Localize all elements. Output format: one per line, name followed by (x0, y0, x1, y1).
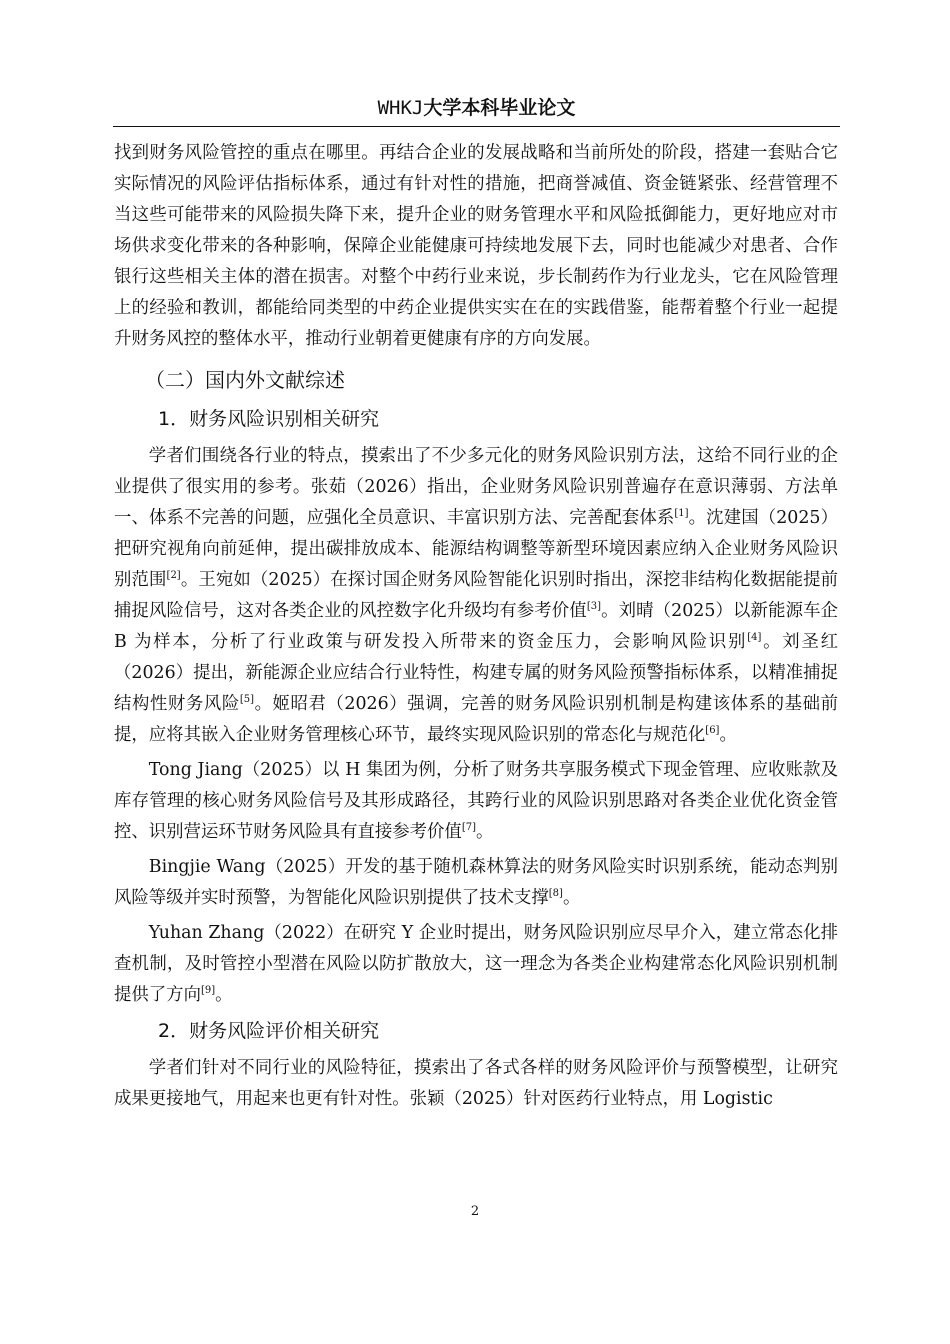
page-body (114, 138, 838, 1115)
subsection1-paragraph-1: 学者们围绕各行业的特点，摸索出了不少多元化的财务风险识别方法，这给不同行业的企业提供了很实用的参考。张茹（2026）指出，企业财务风险识别普遍存在意识薄弱、方法单一、体系不完善的问题，应强化全员意识、丰富识别方法、完善配套体系[1]。沈建国（2025）把研究视角向前延伸，提出碳排放成本、能源结构调整等新型环境因素应纳入企业财务风险识别范围[2]。王宛如（2025）在探讨国企财务风险智能化识别时指出，深挖非结构化数据能提前捕捉风险信号，这对各类企业的风控数字化升级均有参考价值[3]。刘晴（2025）以新能源车企 B 为样本，分析了行业政策与研发投入所带来的资金压力，会影响风险识别[4]。刘圣红（2026）提出，新能源企业应结合行业特性，构建专属的财务风险预警指标体系，以精准捕捉结构性财务风险[5]。姬昭君（2026）强调，完善的财务风险识别机制是构建该体系的基础前提，应将其嵌入企业财务管理核心环节，最终实现风险识别的常态化与规范化[6]。 (114, 446, 838, 745)
subsection2-heading: 2．财务风险评价相关研究 (158, 1020, 380, 1042)
running-header (113, 92, 840, 126)
subsection1-paragraph-2: Tong Jiang（2025）以 H 集团为例，分析了财务共享服务模式下现金管理、应收账款及库存管理的核心财务风险信号及其形成路径，其跨行业的风险识别思路对各类企业优化资金管控、识别营运环节财务风险具有直接参考价值[7]。 (114, 760, 838, 842)
subsection1-paragraph-4: Yuhan Zhang（2022）在研究 Y 企业时提出，财务风险识别应尽早介入，建立常态化排查机制，及时管控小型潜在风险以防扩散放大，这一理念为各类企业构建常态化风险识别机制提供了方向[9]。 (114, 923, 838, 1005)
subsection2-paragraph-1: 学者们针对不同行业的风险特征，摸索出了各式各样的财务风险评价与预警模型，让研究成果更接地气，用起来也更有针对性。张颖（2025）针对医药行业特点，用 Logistic (114, 1058, 838, 1109)
header-rule (113, 126, 840, 127)
header-title: 大学本科毕业论文 (423, 97, 576, 119)
section-heading: （二）国内外文献综述 (145, 368, 345, 392)
subsection1-heading: 1．财务风险识别相关研究 (158, 408, 380, 430)
subsection1-paragraph-3: Bingjie Wang（2025）开发的基于随机森林算法的财务风险实时识别系统，能动态判别风险等级并实时预警，为智能化风险识别提供了技术支撑[8]。 (114, 857, 838, 908)
header-latin: WHKJ (377, 97, 424, 119)
page-number: 2 (470, 1204, 480, 1219)
intro-paragraph: 找到财务风险管控的重点在哪里。再结合企业的发展战略和当前所处的阶段，搭建一套贴合它实际情况的风险评估指标体系，通过有针对性的措施，把商誉减值、资金链紧张、经营管理不当这些可能带来的风险损失降下来，提升企业的财务管理水平和风险抵御能力，更好地应对市场供求变化带来的各种影响，保障企业能健康可持续地发展下去，同时也能减少对患者、合作银行这些相关主体的潜在损害。对整个中药行业来说，步长制药作为行业龙头，它在风险管理上的经验和教训，都能给同类型的中药企业提供实实在在的实践借鉴，能帮着整个行业一起提升财务风控的整体水平，推动行业朝着更健康有序的方向发展。 (114, 143, 838, 349)
